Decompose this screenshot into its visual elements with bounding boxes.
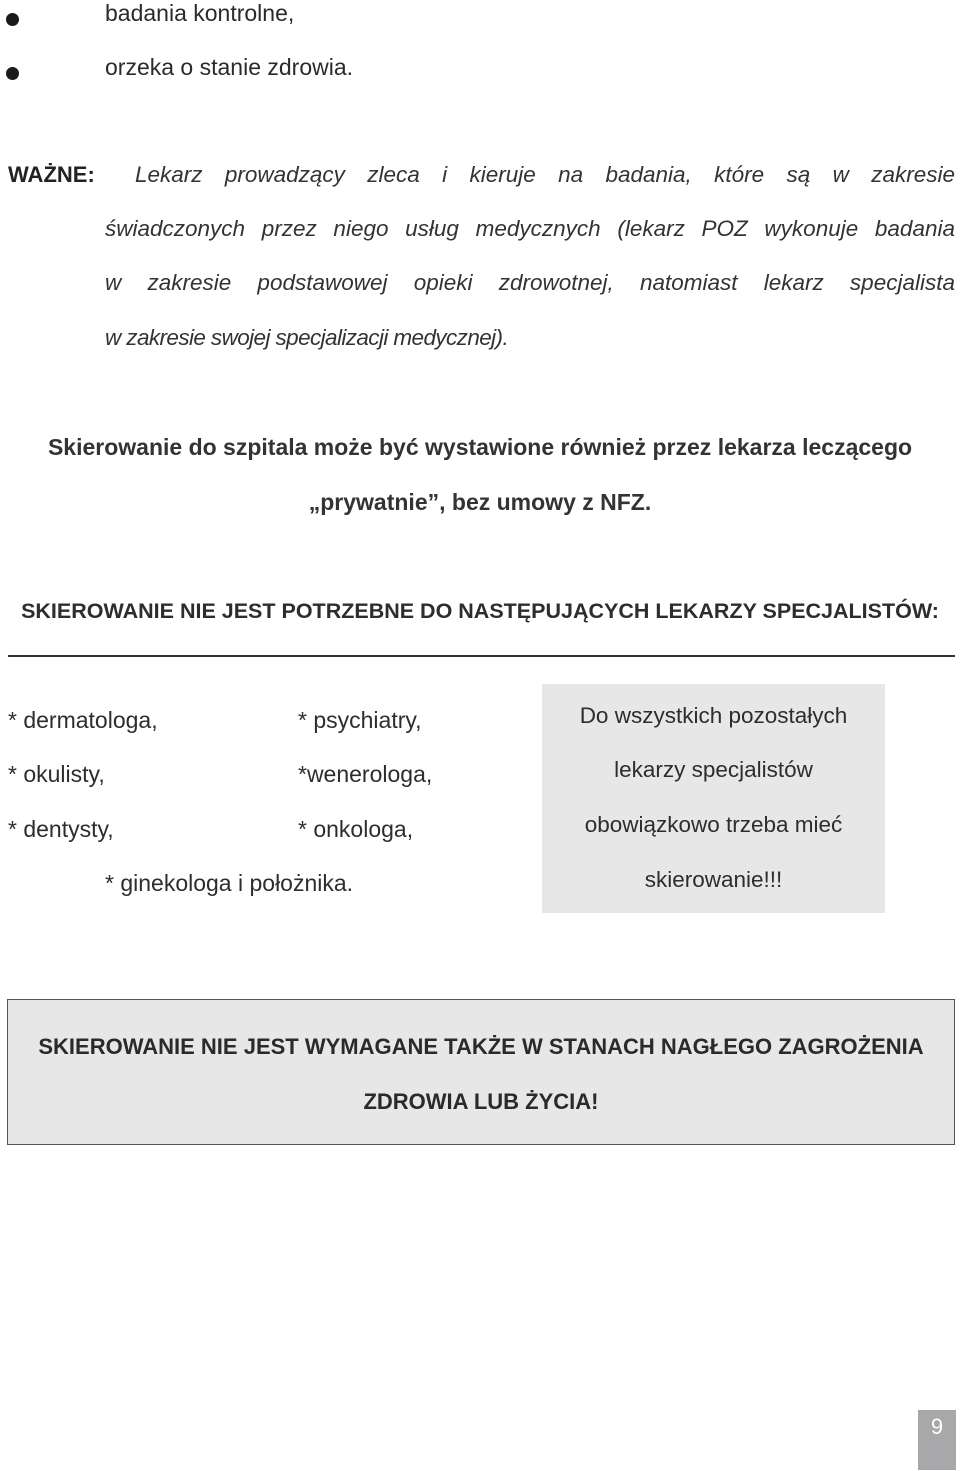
divider (8, 655, 955, 657)
specialist-item: * ginekologa i położnika. (105, 870, 354, 896)
list-item-text: orzeka o stanie zdrowia. (105, 54, 354, 80)
referral-box-line: lekarzy specjalistów (614, 757, 813, 782)
list-item (0, 54, 960, 94)
emergency-notice-box (7, 999, 955, 1145)
specialist-item: * psychiatry, (298, 707, 422, 733)
section-heading: SKIEROWANIE NIE JEST POTRZEBNE DO NASTĘPUJĄCYCH LEKARZY SPECJALISTÓW: (21, 599, 939, 623)
important-label: WAŻNE: (8, 162, 95, 187)
important-text-line: w zakresie podstawowej opieki zdrowotnej, natomiast lekarz specjalista (105, 270, 955, 295)
hospital-note-line: „prywatnie”, bez umowy z NFZ. (308, 489, 652, 515)
bullet-icon (6, 67, 19, 80)
bullet-icon (6, 13, 19, 26)
referral-box-line: obowiązkowo trzeba mieć (584, 812, 843, 837)
important-text-line: Lekarz prowadzący zleca i kieruje na badania, które są w zakresie (135, 162, 955, 187)
important-text-line: świadczonych przez niego usług medycznych (lekarz POZ wykonuje badania (105, 216, 955, 241)
specialist-item: * dentysty, (8, 816, 114, 842)
list-item-text: badania kontrolne, (105, 0, 295, 26)
list-item (0, 0, 960, 40)
emergency-notice-line: SKIEROWANIE NIE JEST WYMAGANE TAKŻE W STANACH NAGŁEGO ZAGROŻENIA (38, 1034, 924, 1059)
specialist-item: * dermatologa, (8, 707, 158, 733)
referral-box-line: skierowanie!!! (644, 867, 783, 892)
page-number: 9 (918, 1410, 956, 1470)
hospital-note-line: Skierowanie do szpitala może być wystawione również przez lekarza leczącego (47, 434, 913, 460)
referral-box-line: Do wszystkich pozostałych (579, 703, 848, 728)
specialist-item: *wenerologa, (298, 761, 433, 787)
specialist-item: * okulisty, (8, 761, 105, 787)
emergency-notice-line: ZDROWIA LUB ŻYCIA! (363, 1089, 599, 1114)
specialist-item: * onkologa, (298, 816, 414, 842)
important-text-line: w zakresie swojej specjalizacji medycznej). (105, 325, 509, 350)
referral-info-box (542, 684, 885, 913)
